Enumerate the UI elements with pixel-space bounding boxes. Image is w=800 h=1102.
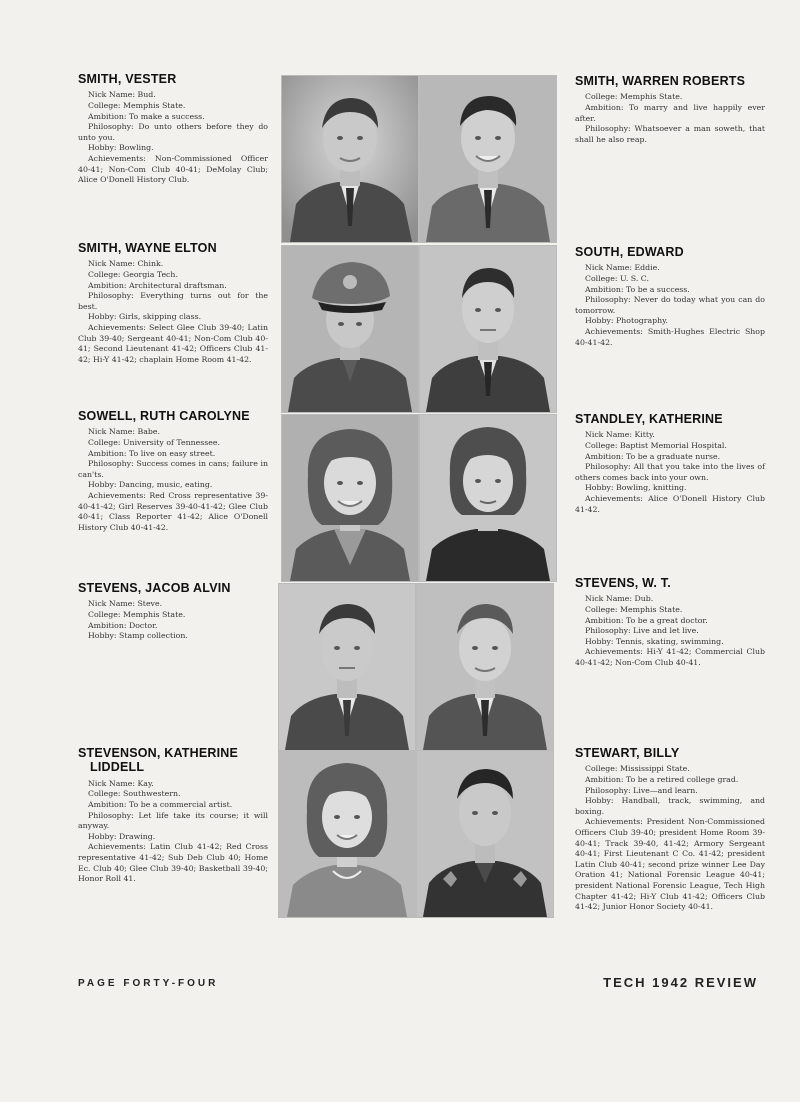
student-name <box>78 746 268 775</box>
nick-name: Nick Name: Kitty. <box>585 430 655 440</box>
philosophy: Philosophy: Live—and learn. <box>585 785 698 795</box>
ambition: Ambition: Architectural draftsman. <box>88 280 227 290</box>
hobby: Hobby: Drawing. <box>88 831 156 841</box>
philosophy: Philosophy: Let life take its course; it will anyway. <box>78 810 268 831</box>
nick-name: Nick Name: Bud. <box>88 90 156 100</box>
entry-south-edward <box>575 245 765 348</box>
philosophy: Philosophy: Success comes in cans; failure in can'ts. <box>78 459 268 479</box>
achievements: Achievements: Select Glee Club 39-40; Latin Club 39-40; Sergeant 40-41; Non-Com Club 40-41; Second Lieutenant 41-42; Officers Club 41-42; Hi-Y 41-42; chaplain Home Room 41-42. <box>78 322 268 364</box>
portrait-photo-sowell-ruth-carolyne <box>281 414 419 582</box>
entry-smith-wayne-elton <box>78 241 268 365</box>
college: College: Memphis State. <box>585 92 683 102</box>
student-name: STEWART, BILLY <box>575 746 680 760</box>
ambition: Ambition: To marry and live happily ever after. <box>575 102 765 123</box>
college: College: Memphis State. <box>88 100 186 110</box>
college: College: University of Tennessee. <box>88 437 220 447</box>
portrait-photo-smith-warren-roberts <box>419 75 557 243</box>
college: College: Mississippi State. <box>585 764 690 774</box>
ambition: Ambition: To live on easy street. <box>88 448 216 458</box>
student-name: SMITH, VESTER <box>78 72 177 86</box>
college: College: Southwestern. <box>88 789 181 799</box>
student-name: SMITH, WARREN ROBERTS <box>575 74 746 88</box>
portrait-photo-smith-wayne-elton <box>281 245 419 413</box>
ambition: Ambition: To be a commercial artist. <box>88 799 233 809</box>
philosophy: Philosophy: All that you take into the lives of others comes back into your own. <box>575 462 765 482</box>
entry-standley-katherine <box>575 412 765 515</box>
achievements: Achievements: Hi-Y 41-42; Commercial Club 40-41-42; Non-Com Club 40-41. <box>575 647 765 667</box>
achievements: Achievements: Latin Club 41-42; Red Cross representative 41-42; Sub Deb Club 40; Home Ec. Club 40; Glee Club 39-40; Basketball 39-40; Honor Roll 41. <box>78 842 268 884</box>
philosophy: Philosophy: Live and let live. <box>585 626 699 636</box>
nick-name: Nick Name: Chink. <box>88 259 164 269</box>
achievements: Achievements: President Non-Commissioned Officers Club 39-40; president Home Room 39-40-41; Track 39-40, 41-42; Armory Sergeant 40-41; First Lieutenant C Co. 41-42; president Latin Club 40-41; second prize winner Lee Day Oration 41; National Forensic League 40-41; president National Forensic League, Tech High Chapter 41-42; Hi-Y Club 41-42; Officers Club 41-42; Junior Honor Society 40-41. <box>575 817 765 912</box>
entry-stewart-billy <box>575 746 765 913</box>
nick-name: Nick Name: Steve. <box>88 599 163 609</box>
hobby: Hobby: Photography. <box>585 316 669 326</box>
achievements: Achievements: Alice O'Donell History Club 41-42. <box>575 493 765 514</box>
portrait-photo-stevens-jacob-alvin <box>278 583 416 751</box>
portrait-photo-stewart-billy <box>416 750 554 918</box>
ambition: Ambition: To make a success. <box>88 111 205 121</box>
philosophy: Philosophy: Never do today what you can do tomorrow. <box>575 295 765 315</box>
philosophy: Philosophy: Everything turns out for the best. <box>78 291 268 311</box>
student-name-line1: STEVENSON, KATHERINE <box>78 746 239 760</box>
entry-smith-warren-roberts <box>575 74 765 145</box>
achievements: Achievements: Red Cross representative 39-40-41-42; Girl Reserves 39-40-41-42; Glee Club 40-41; Class Reporter 41-42; Alice O'Donell History Club 40-41-42. <box>78 490 268 532</box>
achievements: Achievements: Non-Commissioned Officer 40-41; Non-Com Club 40-41; DeMolay Club; Alice O'Donell History Club. <box>78 153 268 185</box>
philosophy: Philosophy: Whatsoever a man soweth, that shall he also reap. <box>575 124 765 144</box>
student-name: SOWELL, RUTH CAROLYNE <box>78 409 250 423</box>
nick-name: Nick Name: Babe. <box>88 427 160 437</box>
page-number: PAGE FORTY-FOUR <box>78 978 219 989</box>
student-name-line2: LIDDELL <box>90 760 145 775</box>
portrait-photo-standley-katherine <box>419 414 557 582</box>
ambition: Ambition: To be a graduate nurse. <box>585 451 721 461</box>
entry-stevens-jacob-alvin <box>78 581 268 642</box>
hobby: Hobby: Tennis, skating, swimming. <box>585 636 724 646</box>
college: College: Memphis State. <box>585 604 683 614</box>
entry-stevens-w-t <box>575 576 765 669</box>
portrait-photo-south-edward <box>419 245 557 413</box>
college: College: Georgia Tech. <box>88 269 178 279</box>
college: College: U. S. C. <box>585 273 649 283</box>
philosophy: Philosophy: Do unto others before they do unto you. <box>78 122 268 142</box>
entry-sowell-ruth-carolyne <box>78 409 268 533</box>
college: College: Memphis State. <box>88 609 186 619</box>
publication-title: TECH 1942 REVIEW <box>603 975 758 990</box>
nick-name: Nick Name: Dub. <box>585 594 654 604</box>
achievements: Achievements: Smith-Hughes Electric Shop 40-41-42. <box>575 326 765 347</box>
nick-name: Nick Name: Kay. <box>88 778 154 788</box>
hobby: Hobby: Girls, skipping class. <box>88 312 202 322</box>
student-name: STANDLEY, KATHERINE <box>575 412 723 426</box>
ambition: Ambition: To be a retired college grad. <box>585 774 739 784</box>
ambition: Ambition: Doctor. <box>88 620 158 630</box>
portrait-photo-smith-vester <box>281 75 419 243</box>
student-name: SMITH, WAYNE ELTON <box>78 241 217 255</box>
hobby: Hobby: Bowling. <box>88 143 154 153</box>
portrait-photo-stevens-w-t <box>416 583 554 751</box>
student-name: SOUTH, EDWARD <box>575 245 684 259</box>
hobby: Hobby: Dancing, music, eating. <box>88 480 213 490</box>
student-name: STEVENS, W. T. <box>575 576 671 590</box>
ambition: Ambition: To be a great doctor. <box>585 615 708 625</box>
hobby: Hobby: Bowling, knitting. <box>585 483 687 493</box>
entry-smith-vester <box>78 72 268 186</box>
hobby: Hobby: Handball, track, swimming, and boxing. <box>575 796 765 816</box>
college: College: Baptist Memorial Hospital. <box>585 440 727 450</box>
nick-name: Nick Name: Eddie. <box>585 263 660 273</box>
portrait-photo-stevenson-katherine-liddell <box>278 750 416 918</box>
hobby: Hobby: Stamp collection. <box>88 631 188 641</box>
ambition: Ambition: To be a success. <box>585 284 690 294</box>
entry-stevenson-katherine-liddell <box>78 746 268 885</box>
student-name: STEVENS, JACOB ALVIN <box>78 581 231 595</box>
